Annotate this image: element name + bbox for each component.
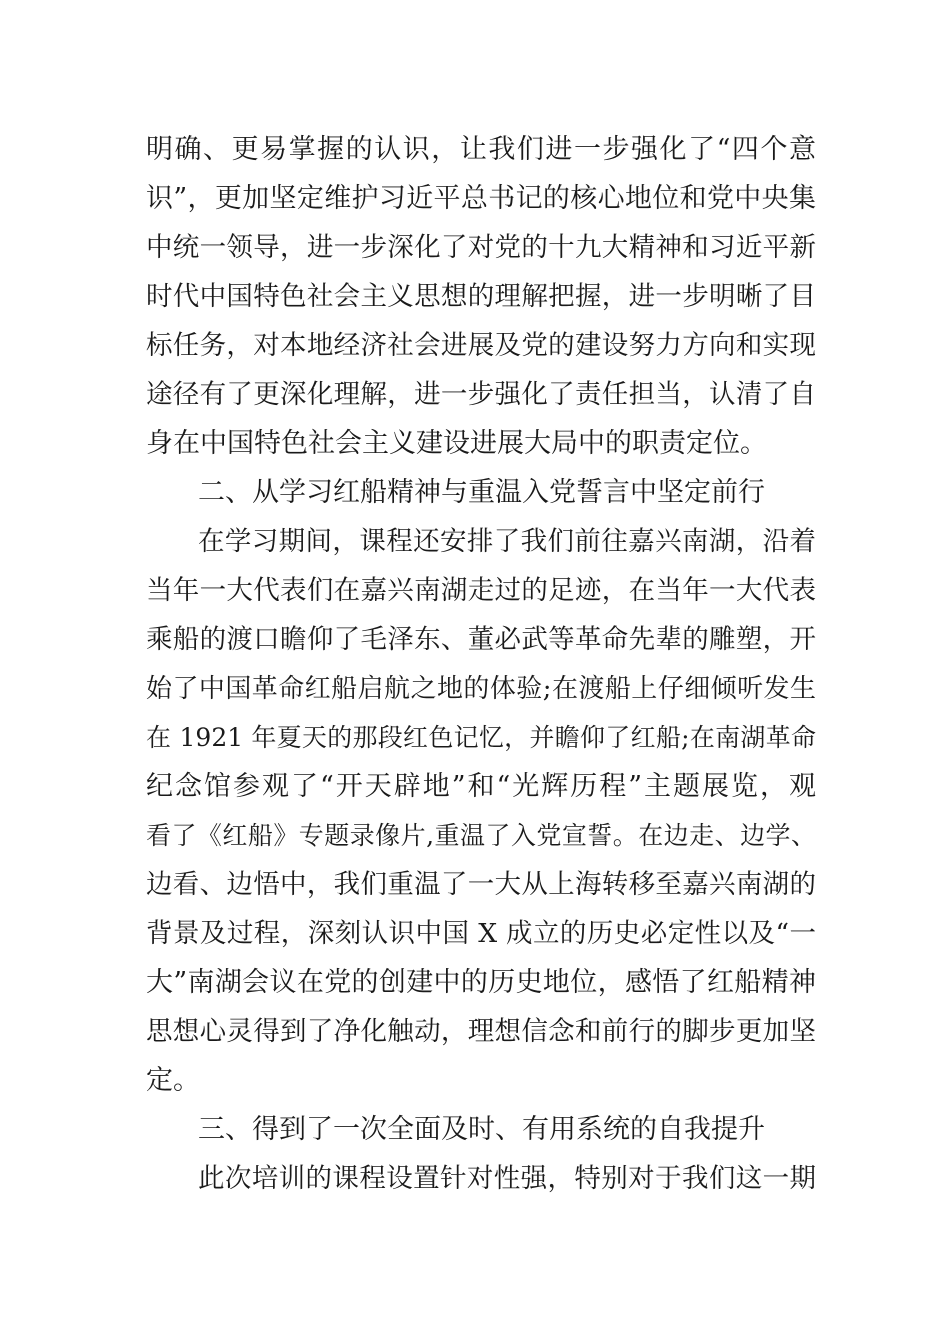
text-line: 思想心灵得到了净化触动，理想信念和前行的脚步更加坚 (146, 1016, 816, 1047)
text-line: 当年一大代表们在嘉兴南湖走过的足迹，在当年一大代表 (146, 575, 816, 606)
text-line: 时代中国特色社会主义思想的理解把握，进一步明晰了目 (146, 281, 816, 312)
text-line: 途径有了更深化理解，进一步强化了责任担当，认清了自 (146, 379, 816, 410)
section-heading: 二、从学习红船精神与重温入党誓言中坚定前行 (198, 477, 765, 508)
text-line: 边看、边悟中，我们重温了一大从上海转移至嘉兴南湖的 (146, 869, 816, 900)
text-line: 在 1921 年夏天的那段红色记忆，并瞻仰了红船;在南湖革命 (146, 723, 816, 752)
text-line: 标任务，对本地经济社会进展及党的建设努力方向和实现 (146, 330, 816, 361)
section-heading: 三、得到了一次全面及时、有用系统的自我提升 (198, 1114, 765, 1145)
text-line: 定。 (146, 1065, 200, 1096)
text-line: 明确、更易掌握的认识，让我们进一步强化了“四个意 (146, 134, 816, 165)
text-line: 大”南湖会议在党的创建中的历史地位，感悟了红船精神 (146, 967, 816, 998)
text-line: 此次培训的课程设置针对性强，特别对于我们这一期 (198, 1163, 816, 1194)
text-line: 看了《红船》专题录像片,重温了入党宣誓。在边走、边学、 (146, 821, 816, 850)
text-line: 在学习期间，课程还安排了我们前往嘉兴南湖，沿着 (198, 526, 816, 557)
text-line: 始了中国革命红船启航之地的体验;在渡船上仔细倾听发生 (146, 674, 816, 704)
text-line: 识”，更加坚定维护习近平总书记的核心地位和党中央集 (146, 183, 816, 214)
text-line: 中统一领导，进一步深化了对党的十九大精神和习近平新 (146, 232, 816, 263)
text-line: 乘船的渡口瞻仰了毛泽东、董必武等革命先辈的雕塑，开 (146, 624, 816, 655)
text-line: 背景及过程，深刻认识中国 X 成立的历史必定性以及“一 (146, 918, 816, 949)
text-line: 身在中国特色社会主义建设进展大局中的职责定位。 (146, 428, 767, 459)
text-line: 纪念馆参观了“开天辟地”和“光辉历程”主题展览，观 (146, 771, 816, 802)
